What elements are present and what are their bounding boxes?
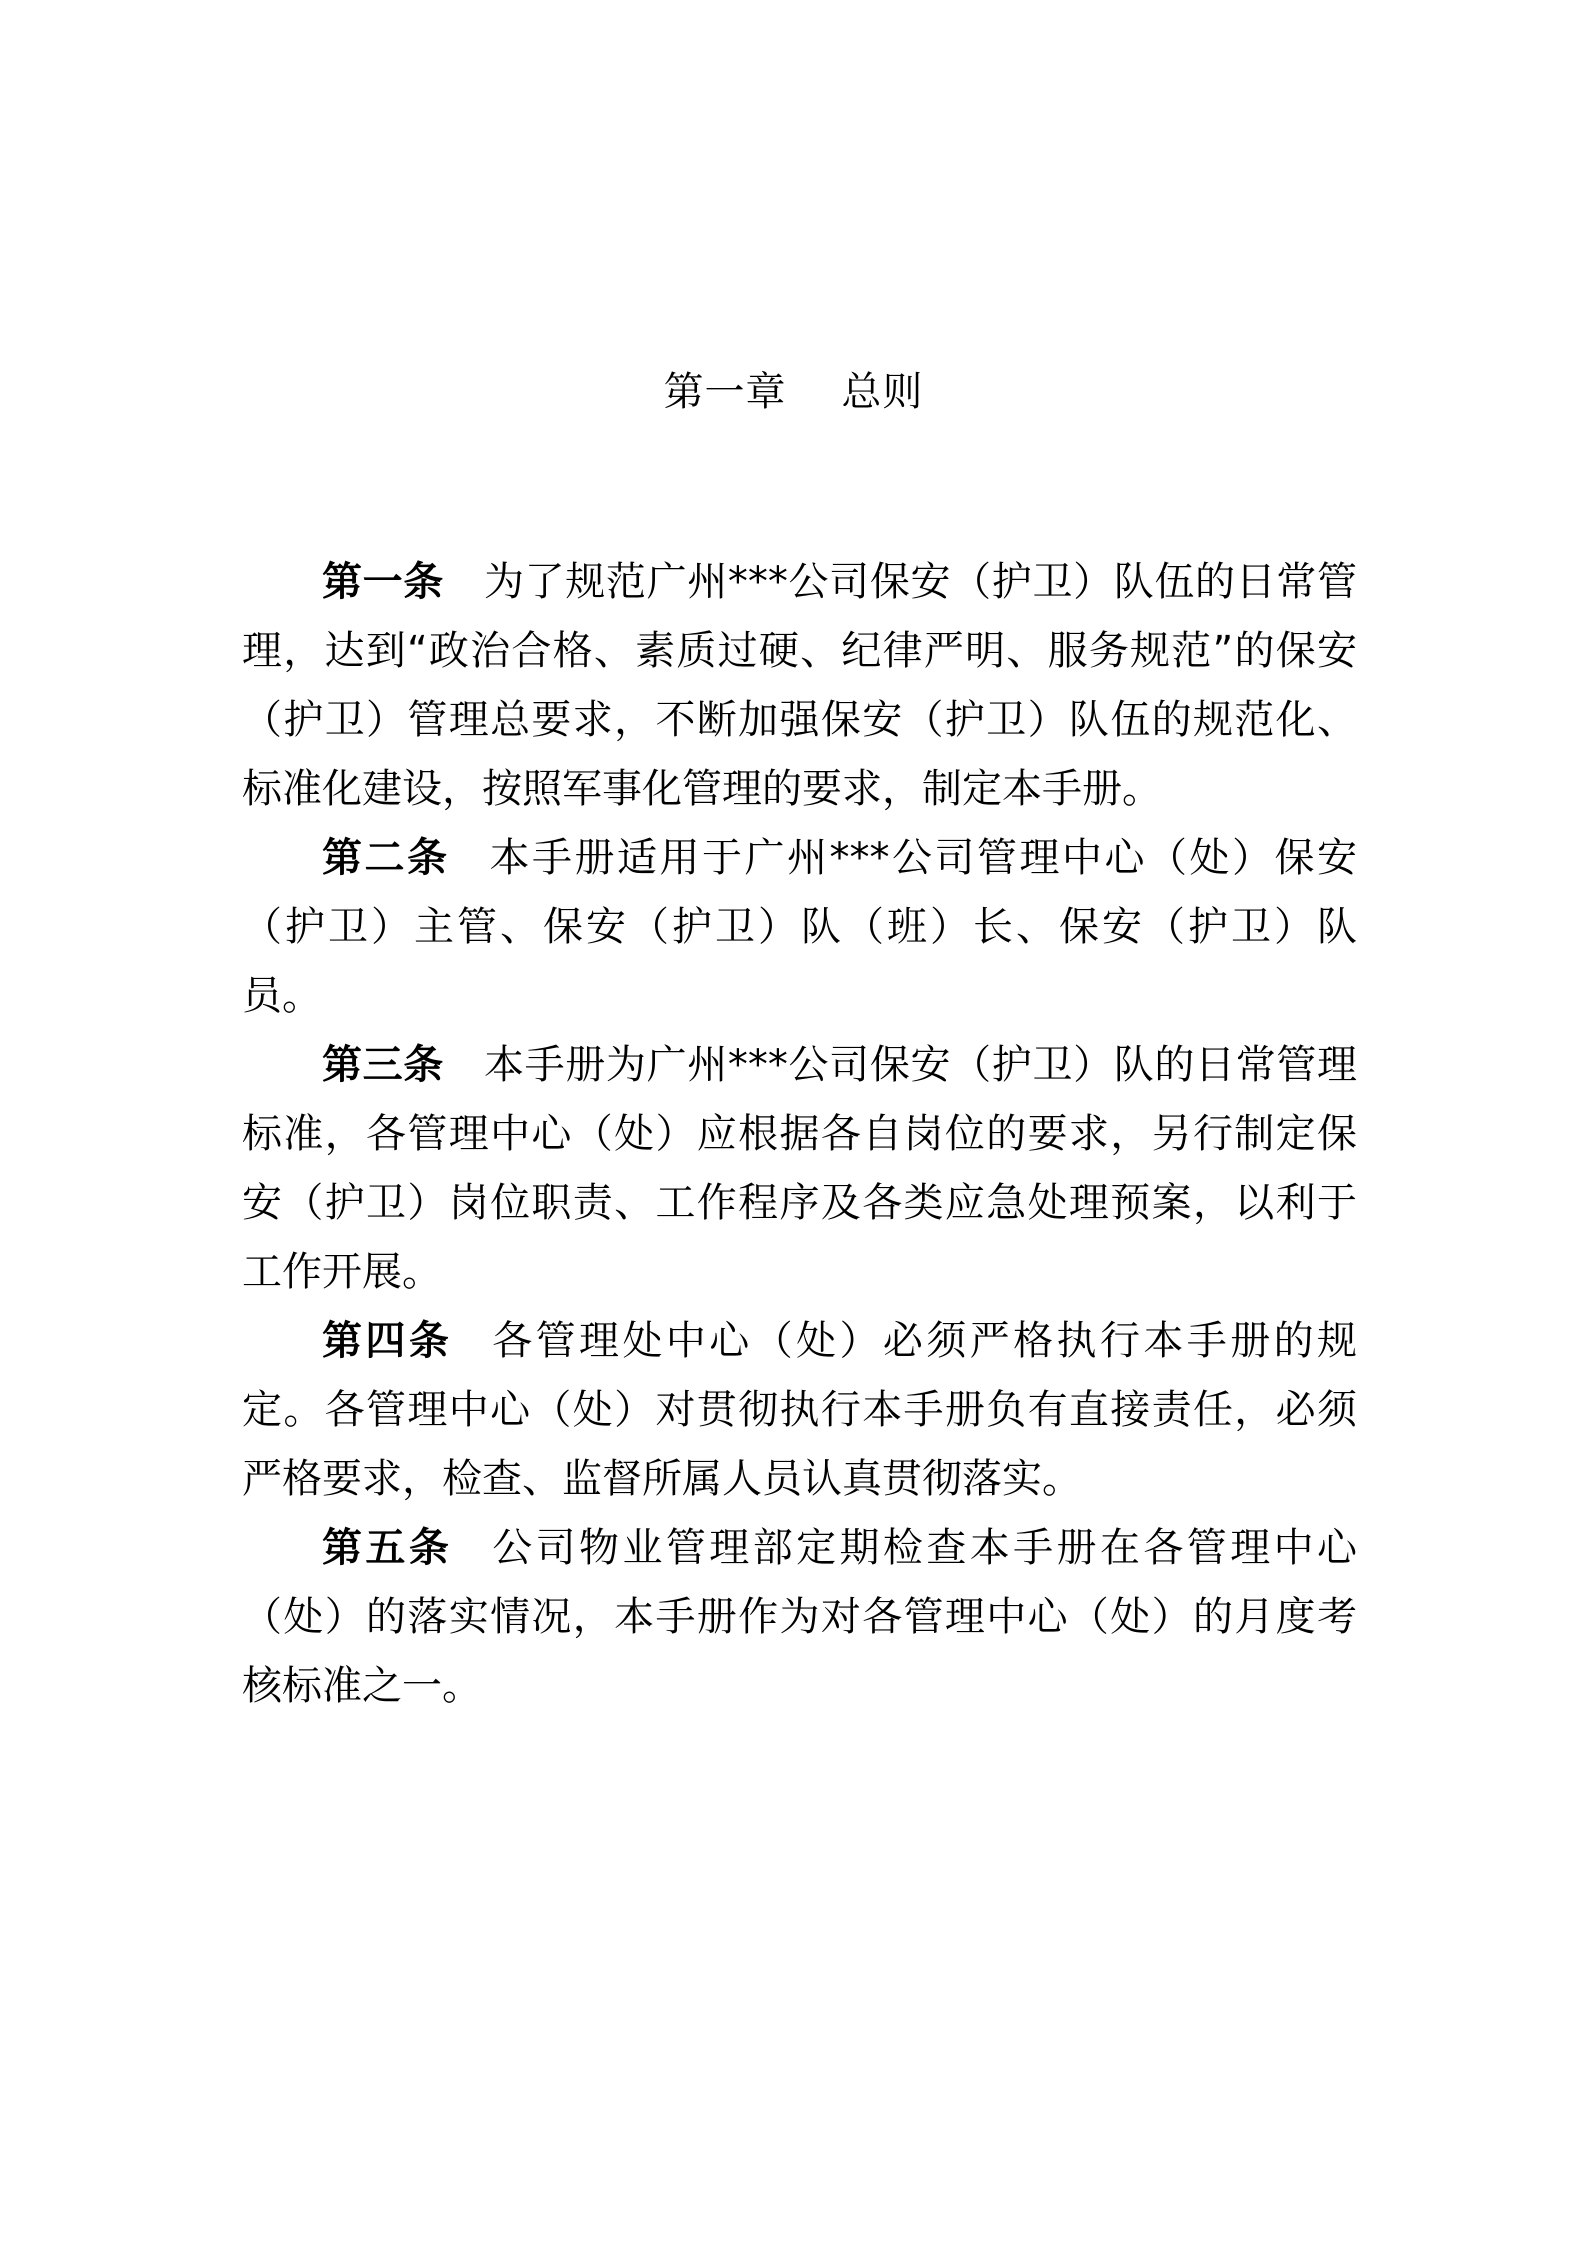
article-text: 为了规范广州***公司保安（护卫）队伍的日常管理，达到“政治合格、素质过硬、纪律严明、服务规范”的保安（护卫）管理总要求，不断加强保安（护卫）队伍的规范化、标准化建设，按照军事化管理的要求，制定本手册。	[242, 559, 1358, 812]
article-number: 第四条	[322, 1318, 453, 1364]
chapter-title: 第一章 总则	[663, 369, 924, 415]
article-number: 第三条	[322, 1042, 444, 1088]
article-number: 第一条	[322, 559, 444, 605]
article-number: 第二条	[322, 835, 450, 881]
article-number: 第五条	[322, 1525, 453, 1571]
article-text: 公司物业管理部定期检查本手册在各管理中心（处）的落实情况，本手册作为对各管理中心（处）的月度考核标准之一。	[242, 1525, 1358, 1709]
article-1	[242, 548, 1357, 824]
article-text: 本手册适用于广州***公司管理中心（处）保安（护卫）主管、保安（护卫）队（班）长、保安（护卫）队员。	[242, 835, 1357, 1019]
article-5	[242, 1514, 1357, 1721]
document-body	[242, 548, 1357, 1721]
article-2	[242, 824, 1357, 1031]
article-4	[242, 1307, 1357, 1514]
article-text: 本手册为广州***公司保安（护卫）队的日常管理标准，各管理中心（处）应根据各自岗位的要求，另行制定保安（护卫）岗位职责、工作程序及各类应急处理预案，以利于工作开展。	[242, 1042, 1358, 1295]
article-text: 各管理处中心（处）必须严格执行本手册的规定。各管理中心（处）对贯彻执行本手册负有直接责任，必须严格要求，检查、监督所属人员认真贯彻落实。	[242, 1318, 1358, 1502]
article-3	[242, 1031, 1357, 1307]
